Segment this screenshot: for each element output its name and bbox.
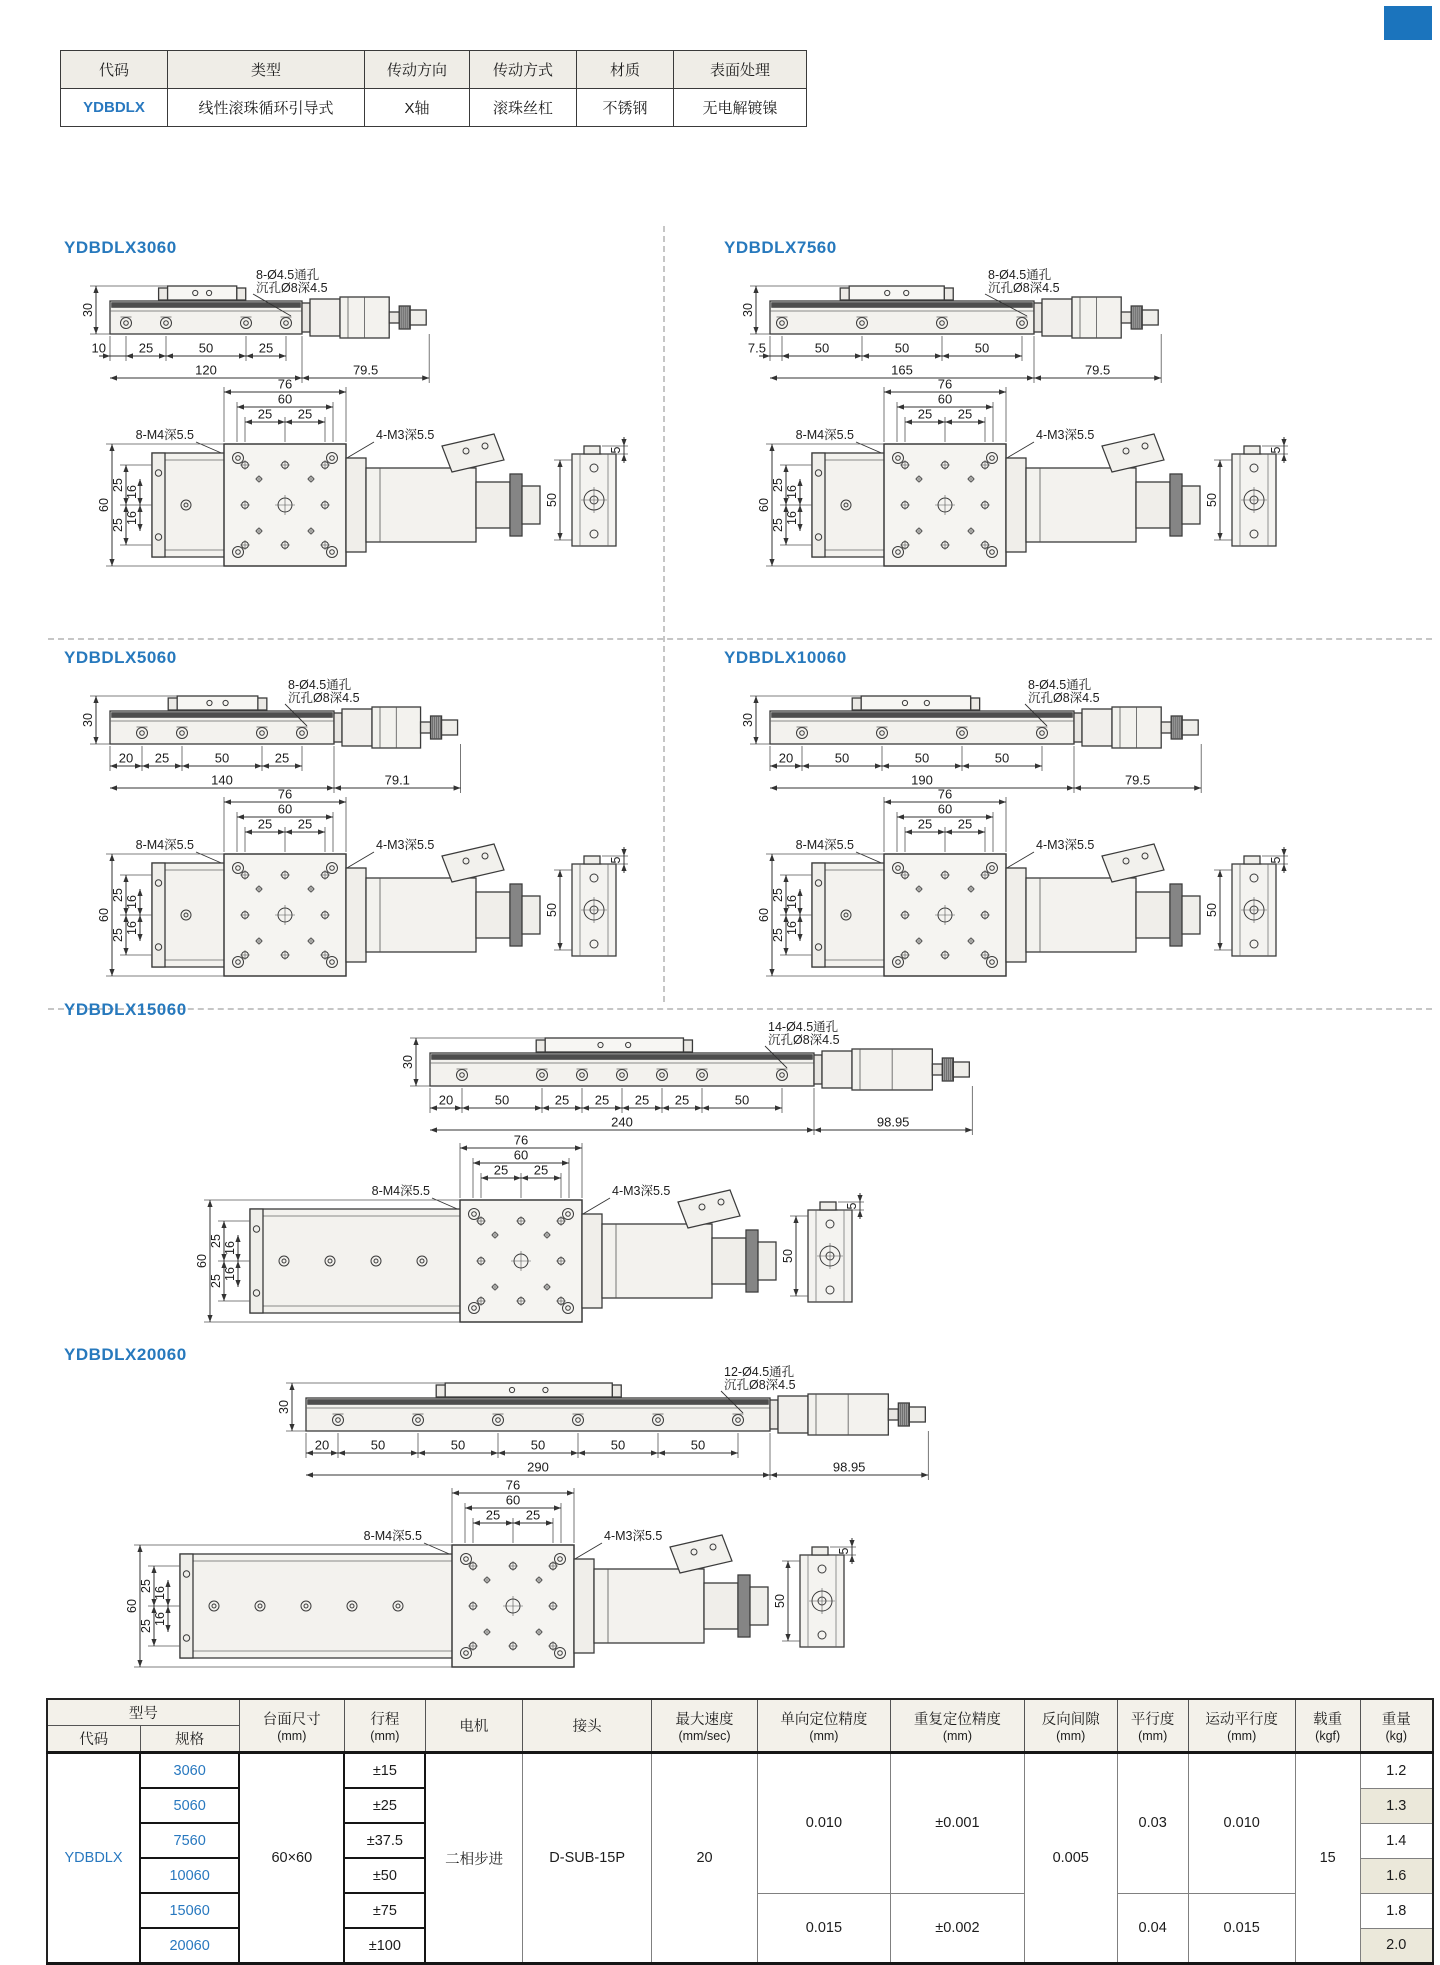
svg-text:16: 16 [125,921,139,935]
svg-text:165: 165 [891,362,913,378]
drawing-group-7560 [741,267,1288,566]
technical-drawing-3060 [40,264,700,594]
info-finish-value: 无电解镀镍 [674,89,807,127]
svg-text:60: 60 [277,801,293,817]
cell-max-speed: 20 [652,1753,757,1964]
svg-text:60: 60 [757,498,771,512]
svg-text:60: 60 [277,391,293,407]
svg-text:50: 50 [814,340,830,356]
svg-text:16: 16 [125,485,139,499]
svg-text:25: 25 [297,816,313,832]
svg-text:79.1: 79.1 [384,772,410,788]
cell-spec: 10060 [140,1858,239,1893]
cell-parallelism-a: 0.03 [1117,1753,1188,1894]
svg-text:25: 25 [957,816,973,832]
cell-weight: 1.8 [1360,1893,1433,1928]
section-ydbdlx7560 [700,238,1360,594]
cell-uni-accuracy-a: 0.010 [757,1753,891,1894]
header-backlash: 反向间隙 (mm) [1024,1699,1117,1753]
header-weight: 重量 (kg) [1360,1699,1433,1753]
svg-text:79.5: 79.5 [1084,362,1111,378]
svg-text:20: 20 [314,1437,330,1453]
cell-table-size: 60×60 [239,1753,344,1964]
section-title: YDBDLX3060 [64,238,177,257]
svg-text:50: 50 [450,1437,466,1453]
svg-text:25: 25 [554,1092,570,1108]
svg-text:25: 25 [139,1619,153,1633]
cell-connector: D-SUB-15P [522,1753,651,1964]
svg-text:76: 76 [277,376,293,392]
svg-text:8-Ø4.5通孔: 8-Ø4.5通孔 [288,678,352,692]
svg-text:60: 60 [937,391,953,407]
cell-stroke: ±75 [344,1893,425,1928]
svg-text:98.95: 98.95 [832,1459,866,1475]
svg-text:5: 5 [609,856,623,864]
svg-text:沉孔Ø8深4.5: 沉孔Ø8深4.5 [288,691,360,705]
section-title: YDBDLX7560 [724,238,837,257]
svg-text:4-M3深5.5: 4-M3深5.5 [376,428,435,442]
svg-text:20: 20 [778,750,794,766]
svg-text:5: 5 [837,1547,851,1555]
cell-spec: 3060 [140,1753,239,1789]
header-rep-accuracy: 重复定位精度 (mm) [891,1699,1025,1753]
svg-text:25: 25 [111,888,125,902]
svg-text:10: 10 [91,340,106,356]
section-ydbdlx3060 [40,238,700,594]
cell-stroke: ±100 [344,1928,425,1964]
svg-text:25: 25 [525,1507,541,1523]
svg-text:76: 76 [937,786,953,802]
header-motor: 电机 [425,1699,522,1753]
info-code-value: YDBDLX [61,89,168,127]
section-ydbdlx15060 [40,1000,1400,1336]
svg-text:25: 25 [674,1092,690,1108]
cell-motion-parallelism-a: 0.010 [1188,1753,1295,1894]
svg-text:50: 50 [914,750,930,766]
svg-text:60: 60 [937,801,953,817]
svg-text:16: 16 [223,1241,237,1255]
svg-text:25: 25 [139,1579,153,1593]
header-connector: 接头 [522,1699,651,1753]
cell-weight: 1.6 [1360,1858,1433,1893]
svg-text:4-M3深5.5: 4-M3深5.5 [376,838,435,852]
svg-text:8-M4深5.5: 8-M4深5.5 [363,1529,422,1543]
svg-text:8-M4深5.5: 8-M4深5.5 [795,428,854,442]
svg-text:4-M3深5.5: 4-M3深5.5 [1036,428,1095,442]
spec-table [46,1698,1434,1965]
svg-text:50: 50 [1205,493,1219,507]
technical-drawing-5060 [40,674,700,1004]
svg-text:16: 16 [785,895,799,909]
svg-text:60: 60 [513,1147,529,1163]
cell-code: YDBDLX [47,1753,140,1964]
cell-motor: 二相步进 [425,1753,522,1964]
svg-text:沉孔Ø8深4.5: 沉孔Ø8深4.5 [724,1378,796,1392]
svg-text:240: 240 [611,1114,633,1130]
svg-text:16: 16 [153,1586,167,1600]
svg-text:25: 25 [771,518,785,532]
svg-text:30: 30 [81,713,95,727]
svg-text:16: 16 [223,1267,237,1281]
section-title: YDBDLX20060 [64,1345,187,1364]
info-material-value: 不锈钢 [577,89,674,127]
svg-text:290: 290 [527,1459,549,1475]
header-table-size: 台面尺寸 (mm) [239,1699,344,1753]
info-type-value: 线性滚珠循环引导式 [168,89,365,127]
cell-stroke: ±37.5 [344,1823,425,1858]
svg-text:8-Ø4.5通孔: 8-Ø4.5通孔 [1028,678,1092,692]
svg-text:79.5: 79.5 [352,362,379,378]
svg-text:50: 50 [773,1594,787,1608]
svg-text:30: 30 [741,713,755,727]
svg-text:76: 76 [505,1477,521,1493]
header-motion-parallelism: 运动平行度 (mm) [1188,1699,1295,1753]
svg-text:50: 50 [690,1437,706,1453]
svg-text:16: 16 [125,895,139,909]
cell-rep-accuracy-a: ±0.001 [891,1753,1025,1894]
svg-text:16: 16 [785,485,799,499]
technical-drawing-7560 [700,264,1360,594]
svg-text:25: 25 [257,406,273,422]
cell-backlash: 0.005 [1024,1753,1117,1964]
svg-text:8-M4深5.5: 8-M4深5.5 [795,838,854,852]
svg-text:16: 16 [785,511,799,525]
svg-text:12-Ø4.5通孔: 12-Ø4.5通孔 [724,1365,795,1379]
header-stroke: 行程 (mm) [344,1699,425,1753]
section-ydbdlx5060 [40,648,700,1004]
svg-text:8-M4深5.5: 8-M4深5.5 [135,428,194,442]
section-title: YDBDLX15060 [64,1000,187,1019]
svg-text:沉孔Ø8深4.5: 沉孔Ø8深4.5 [988,281,1060,295]
page-corner-tab [1384,6,1432,40]
svg-text:16: 16 [125,511,139,525]
drawing-group-3060 [81,267,628,566]
svg-text:16: 16 [153,1612,167,1626]
svg-text:76: 76 [937,376,953,392]
svg-text:16: 16 [785,921,799,935]
header-max-speed: 最大速度 (mm/sec) [652,1699,757,1753]
svg-text:25: 25 [257,816,273,832]
svg-text:25: 25 [917,816,933,832]
header-parallelism: 平行度 (mm) [1117,1699,1188,1753]
drawing-group-20060 [125,1364,928,1667]
drawing-group-15060 [195,1019,972,1322]
svg-text:50: 50 [994,750,1010,766]
header-load: 载重 (kgf) [1295,1699,1360,1753]
svg-text:25: 25 [957,406,973,422]
svg-text:5: 5 [609,446,623,454]
svg-text:8-Ø4.5通孔: 8-Ø4.5通孔 [256,268,320,282]
svg-text:25: 25 [594,1092,610,1108]
info-header-type: 类型 [168,51,365,89]
svg-text:76: 76 [513,1132,529,1148]
svg-text:25: 25 [533,1162,549,1178]
svg-text:25: 25 [493,1162,509,1178]
svg-text:4-M3深5.5: 4-M3深5.5 [604,1529,663,1543]
svg-text:60: 60 [125,1599,139,1613]
svg-text:25: 25 [771,478,785,492]
section-title: YDBDLX10060 [724,648,847,667]
info-header-finish: 表面处理 [674,51,807,89]
svg-text:50: 50 [734,1092,750,1108]
header-uni-accuracy: 单向定位精度 (mm) [757,1699,891,1753]
svg-text:25: 25 [258,340,274,356]
svg-text:50: 50 [894,340,910,356]
svg-text:98.95: 98.95 [876,1114,910,1130]
svg-text:190: 190 [911,772,933,788]
cell-motion-parallelism-b: 0.015 [1188,1893,1295,1964]
svg-text:30: 30 [401,1055,415,1069]
cell-rep-accuracy-b: ±0.002 [891,1893,1025,1964]
svg-text:50: 50 [545,493,559,507]
svg-text:76: 76 [277,786,293,802]
svg-text:25: 25 [138,340,154,356]
cell-spec: 15060 [140,1893,239,1928]
svg-text:30: 30 [741,303,755,317]
technical-drawing-15060 [40,1020,1400,1336]
cell-uni-accuracy-b: 0.015 [757,1893,891,1964]
cell-weight: 1.3 [1360,1788,1433,1823]
drawing-group-5060 [81,677,628,976]
drawing-group-10060 [741,677,1288,976]
svg-text:50: 50 [370,1437,386,1453]
cell-weight: 2.0 [1360,1928,1433,1964]
svg-text:20: 20 [118,750,134,766]
svg-text:50: 50 [214,750,230,766]
svg-text:沉孔Ø8深4.5: 沉孔Ø8深4.5 [256,281,328,295]
info-table [60,50,807,127]
svg-text:8-M4深5.5: 8-M4深5.5 [371,1184,430,1198]
cell-weight: 1.2 [1360,1753,1433,1789]
svg-text:25: 25 [771,888,785,902]
svg-text:25: 25 [154,750,170,766]
cell-load: 15 [1295,1753,1360,1964]
dashed-divider-horizontal-1 [48,638,1432,640]
header-code: 代码 [47,1726,140,1753]
svg-text:60: 60 [97,908,111,922]
svg-text:25: 25 [274,750,290,766]
svg-text:25: 25 [209,1234,223,1248]
cell-stroke: ±15 [344,1753,425,1789]
svg-text:50: 50 [494,1092,510,1108]
svg-text:50: 50 [834,750,850,766]
svg-text:25: 25 [634,1092,650,1108]
cell-spec: 5060 [140,1788,239,1823]
header-model: 型号 [47,1699,239,1726]
svg-text:50: 50 [974,340,990,356]
svg-text:79.5: 79.5 [1124,772,1151,788]
cell-spec: 20060 [140,1928,239,1964]
svg-text:14-Ø4.5通孔: 14-Ø4.5通孔 [768,1020,839,1034]
info-header-method: 传动方式 [470,51,577,89]
svg-text:25: 25 [917,406,933,422]
svg-text:60: 60 [195,1254,209,1268]
svg-text:140: 140 [211,772,233,788]
svg-text:50: 50 [1205,903,1219,917]
info-header-code: 代码 [61,51,168,89]
info-method-value: 滚珠丝杠 [470,89,577,127]
svg-text:50: 50 [530,1437,546,1453]
section-title: YDBDLX5060 [64,648,177,667]
svg-text:25: 25 [111,518,125,532]
svg-text:5: 5 [845,1202,859,1210]
svg-text:25: 25 [297,406,313,422]
svg-text:60: 60 [97,498,111,512]
svg-text:60: 60 [505,1492,521,1508]
cell-stroke: ±50 [344,1858,425,1893]
svg-text:50: 50 [610,1437,626,1453]
info-header-direction: 传动方向 [365,51,470,89]
cell-spec: 7560 [140,1823,239,1858]
header-spec: 规格 [140,1726,239,1753]
svg-text:25: 25 [111,478,125,492]
info-direction-value: X轴 [365,89,470,127]
cell-parallelism-b: 0.04 [1117,1893,1188,1964]
svg-text:5: 5 [1269,856,1283,864]
info-header-material: 材质 [577,51,674,89]
svg-text:7.5: 7.5 [747,340,766,356]
svg-text:25: 25 [485,1507,501,1523]
technical-drawing-10060 [700,674,1360,1004]
svg-text:沉孔Ø8深4.5: 沉孔Ø8深4.5 [768,1033,840,1047]
svg-text:25: 25 [209,1274,223,1288]
svg-text:4-M3深5.5: 4-M3深5.5 [1036,838,1095,852]
svg-text:30: 30 [81,303,95,317]
svg-text:5: 5 [1269,446,1283,454]
svg-text:50: 50 [781,1249,795,1263]
svg-text:8-M4深5.5: 8-M4深5.5 [135,838,194,852]
cell-weight: 1.4 [1360,1823,1433,1858]
svg-text:50: 50 [198,340,214,356]
cell-stroke: ±25 [344,1788,425,1823]
svg-text:50: 50 [545,903,559,917]
svg-text:25: 25 [771,928,785,942]
svg-text:20: 20 [438,1092,454,1108]
svg-text:8-Ø4.5通孔: 8-Ø4.5通孔 [988,268,1052,282]
svg-text:25: 25 [111,928,125,942]
svg-text:沉孔Ø8深4.5: 沉孔Ø8深4.5 [1028,691,1100,705]
svg-text:4-M3深5.5: 4-M3深5.5 [612,1184,671,1198]
svg-text:120: 120 [195,362,217,378]
svg-text:60: 60 [757,908,771,922]
technical-drawing-20060 [40,1365,1400,1681]
svg-text:30: 30 [277,1400,291,1414]
section-ydbdlx20060 [40,1345,1400,1681]
section-ydbdlx10060 [700,648,1360,1004]
